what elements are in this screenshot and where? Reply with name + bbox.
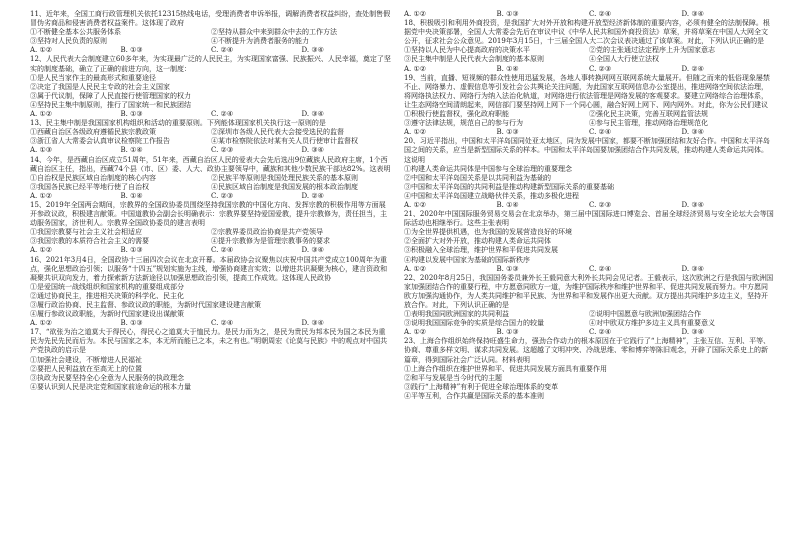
option-item: ①上海合作组织在维护世界和平、促进共同发展方面具有重要作用	[404, 364, 607, 373]
question	[30, 156, 392, 201]
answer-choice[interactable]: B. ①③	[120, 46, 143, 55]
option-item: ①西藏自治区各级政府遵循民族宗教政策	[30, 128, 156, 137]
answer-choice[interactable]: A. ①②	[404, 128, 427, 137]
option-item: ③民主集中制是人民代表大会制度的基本原则	[404, 55, 544, 64]
answer-choice[interactable]: C. ②④	[589, 10, 612, 18]
option-row	[30, 37, 392, 46]
question-stem: 14、今年，是西藏自治区成立51周年，51年来，西藏自治区人民的爱表大会先后选出9位藏族人民政府主席，1个西藏自治区主任，指出，西藏74个县（市、区）委、人大、政协主要领导中，藏族和其他少数民族干部达82%。这表明	[30, 155, 391, 173]
answer-choice[interactable]: B. ①④	[496, 64, 519, 73]
answer-choice[interactable]: D. ③④	[681, 10, 704, 18]
answer-choices	[30, 246, 392, 255]
option-item: ②宗教界委员政治协商是共产党领导	[211, 228, 323, 237]
option-item: ①积极行使监督权，强化政府职能	[404, 110, 509, 119]
answer-choice[interactable]: C. ②③	[589, 64, 612, 73]
answer-choices	[30, 192, 392, 201]
answer-choice[interactable]: A. ①②	[404, 200, 427, 209]
option-item: ②通过协商民主，推进相关决策的科学化、民主化	[30, 291, 184, 300]
question	[30, 10, 392, 55]
option-item: ③坚持对人民负责的原则	[30, 37, 107, 46]
answer-choice[interactable]: D. ③④	[301, 46, 324, 55]
option-item: ③执政为民要坚持全心全意为人民服务的执政理念	[30, 373, 184, 382]
option-item: ④坚持民主集中制原则，推行了国家统一和民族团结	[30, 100, 191, 109]
option-item: ④某市检察院依法对某有关人员行使审计监督权	[211, 137, 358, 146]
question	[30, 55, 392, 119]
answer-choices	[404, 265, 774, 274]
answer-choice[interactable]: D. ②④	[681, 64, 704, 73]
answer-choice[interactable]: C. ②③	[211, 146, 234, 155]
option-item: ②全面扩大对外开放，推动构建人类命运共同体	[404, 237, 551, 246]
answer-choices	[404, 128, 774, 137]
question-stem: 17、“欲张为治之道莫大于得民心，得民心之道莫大于恤民力。是民力而为之，是民为贵民为邦本民为国之本民为重民为先民先民而后为。本民与国家之本，本无所而能已之本，未之有也。”明朝周宏《论莫与民族》中的观点对中国共产党执政的启示是	[30, 328, 388, 355]
answer-choice[interactable]: A. ①②	[30, 246, 53, 255]
option-row	[404, 46, 774, 55]
question-stem: 12、人民代表大会制度建立60多年来，为实现最广泛的人民民主，为实现国家富强、民族振兴、人民幸福，奠定了坚实的制度基础，确立了正确的前进方向，这一制度：	[30, 55, 391, 73]
question-stem: 23、上海合作组织始终保持旺盛生命力，强劲合作动力的根本原因在于它践行了“上海精神”，主张互信、互利、平等、协商、尊重多样文明、谋求共同发展。这超越了文明冲突、冷战思维、零和博弈等陈旧观念，开辟了国际关系史上的新篇章，得到国际社会广泛认同。材料表明	[404, 337, 771, 364]
option-item: ③说明我国国际竞争的实质是综合国力的较量	[404, 319, 544, 328]
answer-choice[interactable]: D. ③④	[301, 146, 324, 155]
answer-choices	[404, 201, 774, 210]
option-row	[30, 183, 392, 192]
option-item: ①坚持以人民为中心提高政府的决策水平	[404, 46, 530, 55]
option-item: ①构建人类命运共同体是中国参与全球治理的重要理念	[404, 164, 572, 173]
question	[30, 201, 392, 256]
answer-choice[interactable]: C. ②④	[589, 264, 612, 273]
question	[30, 119, 392, 155]
option-row	[404, 55, 774, 64]
answer-choice[interactable]: B. ①④	[120, 191, 143, 200]
option-item: ③我国各民族已经平等地行使了自治权	[30, 182, 149, 191]
option-row	[30, 28, 392, 37]
answer-choice[interactable]: D. ③④	[681, 128, 704, 137]
option-item: ③浙江省人大常委会认真审议检察院工作报告	[30, 137, 170, 146]
option-item: ①不断健全基本公共服务体系	[30, 28, 121, 37]
option-item: ④提升宗教修为是管理宗教事务的要求	[211, 237, 330, 246]
answer-choices	[30, 146, 392, 155]
answer-choice[interactable]: B. ①③	[120, 319, 143, 328]
question-stem: 18、积极吸引和利用外商投资，是我国扩大对外开放和构建开放型经济新体制的重要内容，必须有健全的法制保障。根据党中央决策部署，全国人大常委会先后在审议中议《中华人民共和国外商投资法》草案，并将草案在中国人大网全文公开，征求社会公众意见。2019年3月15日，十三届全国人大二次会议表决通过了该草案。对此，下列认识正确的是	[404, 19, 770, 46]
answer-choice[interactable]: B. ①④	[496, 200, 519, 209]
option-item: ③中国和太平洋岛国的共同利益是推动构建新型国际关系的重要基础	[404, 182, 614, 191]
question-stem: 20、习近平指出，中国和太平洋岛国同处亚太地区，同为发展中国家，都要不断加强团结和友好合作。中国和太平洋岛国之间的关系，应当是新型国际关系的样本。中国和太平洋岛国要加强团结合作共同发展，推动构建人类命运共同体。这说明	[404, 137, 770, 164]
option-item: ④构建以发展中国家为基础的国际新秩序	[404, 255, 530, 264]
answer-choices	[404, 65, 774, 74]
option-item: ③践行“上海精神”有利于促进全球治理体系的变革	[404, 382, 559, 391]
question	[404, 337, 774, 401]
option-item: ①是爱国统一战线组织和国家机构的重要组成部分	[30, 282, 184, 291]
answer-choice[interactable]: B. ①③	[496, 328, 519, 337]
answer-choice[interactable]: D. ③④	[681, 200, 704, 209]
answer-choice[interactable]: D. ③④	[681, 328, 704, 337]
option-item: ④要认识到人民是决定党和国家前途命运的根本力量	[30, 382, 191, 391]
question	[30, 328, 392, 392]
option-item: ①自治权是民族区域自治制度的核心内容	[30, 173, 156, 182]
answer-choice[interactable]: B. ①③	[496, 264, 519, 273]
question	[404, 137, 774, 210]
answer-choice[interactable]: D. ③④	[301, 319, 324, 328]
answer-choice[interactable]: A. ①②	[30, 319, 53, 328]
option-item: ②要把人民利益放在至高无上的位置	[30, 364, 142, 373]
option-item: ②和平与发展是当今时代的主题	[404, 373, 502, 382]
answer-choice[interactable]: A. ①②	[404, 64, 427, 73]
answer-choice[interactable]: C. ②③	[211, 191, 234, 200]
option-item: ②党的主张通过法定程序上升为国家意志	[589, 46, 715, 55]
answer-choice[interactable]: C. ②④	[589, 328, 612, 337]
answer-choice[interactable]: A. ①②	[404, 10, 427, 18]
right-column	[404, 10, 774, 401]
question-stem: 22、2020年8月25日，我国国务委员兼外长王毅同意大利外长共同会见记者。王毅表示，这次欧洲之行是我国与欧洲国家加强团结合作的重要行程，中方愿意同欧方一道，为维护国际秩序和维护世界和平、促进共同发展而努力。中方愿同欧方加强沟通协作，为人类共同维护和平民族、为世界和平和发展作出更大贡献。双方提出共同维护多边主义，坚持开放合作。对此，下列认识正确的是	[404, 273, 774, 309]
question-stem: 21、2020年中国国际服务贸易交易会在北京举办，第三届中国国际进口博览会、首届全球经济贸易与安全论坛大会等国际活动也相继举行。这些主张表明	[404, 210, 774, 228]
answer-choice[interactable]: D. ②④	[301, 191, 324, 200]
option-item: ②决定了我国是人民民主专政的社会主义国家	[30, 82, 170, 91]
option-item: ①为全世界提供机遇，也为我国的发展营造良好的环境	[404, 228, 572, 237]
answer-choices	[30, 110, 392, 119]
option-item: ①是人民当家作主的最高形式和重要途径	[30, 73, 156, 82]
option-row	[404, 319, 774, 328]
option-item: ④不断提升为消费者服务的能力	[211, 37, 309, 46]
option-item: ②强化民主决策，完善互联网监管法规	[589, 110, 708, 119]
option-item: ②说明中国愿意与欧洲加强团结合作	[589, 310, 701, 319]
question	[404, 19, 774, 74]
option-row	[30, 237, 392, 246]
answer-choice[interactable]: C. ②④	[211, 110, 234, 119]
question	[404, 10, 774, 19]
option-item: ③积极融入全球治理，维护世界和平促进共同发展	[404, 246, 558, 255]
option-item: ②中国和太平洋岛国关系是以共同利益为基础的	[404, 173, 551, 182]
option-item: ④平等互利，合作共赢是国际关系的基本准则	[404, 391, 544, 400]
answer-choice[interactable]: C. ②③	[589, 200, 612, 209]
question	[404, 74, 774, 138]
answer-choice[interactable]: B. ①③	[496, 10, 519, 18]
option-item: ②民族平等原则是我国处理民族关系的基本原则	[211, 173, 358, 182]
question	[30, 256, 392, 329]
answer-choices	[404, 10, 774, 19]
option-item: ③履行政治协商、民主监督、参政议政的职能，为新时代国家建设建言献策	[30, 301, 261, 309]
option-item: ②深圳市各级人民代表大会接受选民的监督	[211, 128, 344, 137]
left-column	[30, 10, 392, 392]
answer-choice[interactable]: A. ①②	[30, 110, 53, 119]
option-row	[30, 174, 392, 183]
option-row	[404, 310, 774, 319]
answer-choice[interactable]: D. ③④	[301, 110, 324, 119]
answer-choice[interactable]: D. ③④	[301, 246, 324, 255]
option-item: ③我国宗教的本质符合社会主义的需要	[30, 237, 149, 246]
answer-choice[interactable]: C. ②④	[211, 46, 234, 55]
option-item: ④中国和太平洋岛国建立战略伙伴关系，推动多极化进程	[404, 191, 579, 200]
option-item: ①表明我国同欧洲国家的共同利益	[404, 310, 509, 319]
question	[404, 274, 774, 338]
option-item: ④民族区域自治制度是我国发展的根本政治制度	[211, 182, 358, 191]
option-item: ④参与民主管理，推动网络治理规范化	[589, 119, 708, 128]
answer-choice[interactable]: B. ①③	[120, 110, 143, 119]
answer-choice[interactable]: C. ②④	[589, 128, 612, 137]
question-stem: 13、民主集中制是我国国家机构组织和活动的重要原则。下列能体现国家机关执行这一原则的是	[30, 119, 326, 128]
answer-choice[interactable]: C. ②④	[211, 246, 234, 255]
answer-choice[interactable]: A. ①②	[404, 328, 427, 337]
option-row	[404, 110, 774, 119]
answer-choices	[30, 319, 392, 328]
option-row	[30, 228, 392, 237]
answer-choice[interactable]: A. ①③	[30, 146, 53, 155]
question-stem: 16、2021年3月4日，全国政协十三届四次会议在北京开幕。本届政协会议聚焦以庆祝中国共产党成立100周年为重点，强化思想政治引领；以服务“十四五”规划实施为主线，增强协商建言实效；以增进共识凝聚为核心，建言资政和凝聚共识双向发力，着力探索新方法新途径以加强思想政治引领，提高工作成效。这体现人民政协	[30, 255, 388, 282]
option-item: ③属于代议制，保障了人民直接行使管理国家的权力	[30, 91, 191, 100]
answer-choice[interactable]: C. ②④	[211, 319, 234, 328]
option-item: ④履行参政议政职能，为新时代国家建设出谋献策	[30, 310, 184, 319]
option-item: ①加强社会建设，不断增进人民福祉	[30, 355, 142, 364]
option-item: ①我国宗教要与社会主义社会相适应	[30, 228, 142, 237]
question	[404, 210, 774, 274]
answer-choice[interactable]: B. ①④	[120, 146, 143, 155]
answer-choice[interactable]: B. ①③	[496, 128, 519, 137]
answer-choice[interactable]: A. ①②	[30, 46, 53, 55]
option-row	[30, 137, 392, 146]
option-item: ④对中欧双方维护多边主义具有重要意义	[589, 319, 715, 328]
question-stem: 15、2019年全国两会期间，宗教界的全国政协委员围绕坚持我国宗教的中国化方向、发挥宗教的积极作用等方面展开参政议政，积极建言献策。中国道教协会副会长明确表示：宗教界要坚持爱国爱教，提升宗教修为，责任担当，主动服务国家，济世利人。宗教界全国政协委员的建言表明	[30, 200, 387, 228]
option-item: ②坚持从群众中来到群众中去的工作方法	[211, 28, 337, 37]
answer-choice[interactable]: A. ①②	[30, 191, 53, 200]
answer-choices	[404, 328, 774, 337]
answer-choice[interactable]: D. ③④	[681, 264, 704, 273]
question-stem: 11、近年来，全国工商行政管理机关依托12315热线电话，受理消费者申诉举报，调解消费者权益纠纷，查处制售假冒伪劣商品和侵害消费者权益案件。这体现了政府	[30, 10, 391, 28]
answer-choice[interactable]: B. ①③	[120, 246, 143, 255]
answer-choice[interactable]: A. ①②	[404, 264, 427, 273]
question-stem: 19、当前，直播、短视频的群众性使用迅猛发展，各地人事转换网网互联网系统大量展开。但随之而来的低俗现象屡禁不止、网络暴力、虚假信息等引发社会公共舆论关注问题，为此国家互联网信息办公室提出，推进网络空间依法治理，将网络执法权力、网络行为纳入法治化轨道，对网络进行依法管理是网络发展的客观要求。要建立网络综合治理体系，让生态网络空间清朗起来，网信部门要坚持网上网下一个同心圆，融合好网上网下、网内网外。对此，你为公民们建议	[404, 73, 770, 109]
option-item: ④全国人大行使立法权	[589, 55, 659, 64]
option-item: ③遵守法律法规，规范自己的参与行为	[404, 119, 523, 128]
option-row	[404, 119, 774, 128]
option-row	[30, 128, 392, 137]
